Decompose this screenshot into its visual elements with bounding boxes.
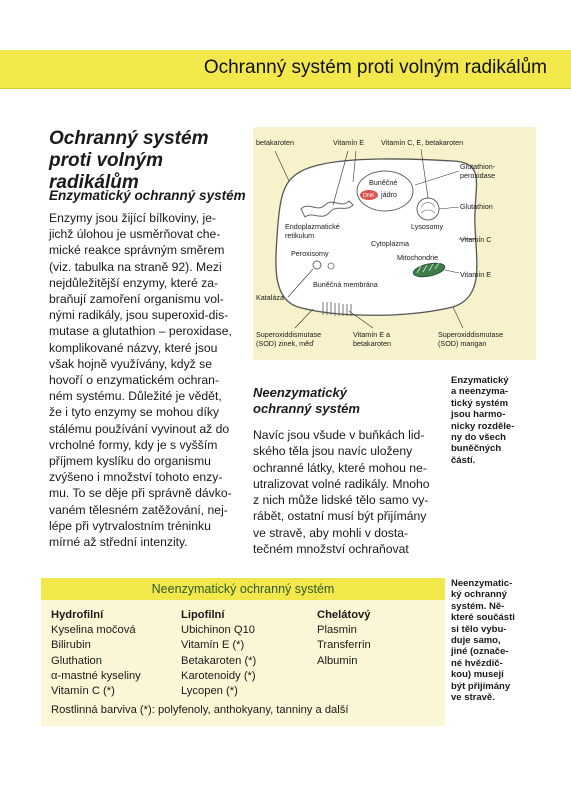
table-column-chelating <box>317 608 371 669</box>
label-katalaza: Kataláza <box>256 293 284 302</box>
label-sod-mn-2: (SOD) mangan <box>438 339 487 348</box>
label-sod-zinc-1: Superoxiddismutase <box>256 330 322 339</box>
cell-diagram-svg <box>253 127 536 360</box>
label-endoplasmic-2: retikulum <box>285 231 315 240</box>
label-vitamin-c: Vitamín C <box>460 235 492 244</box>
table-column-header: Hydrofilní <box>51 609 104 621</box>
label-lysosomy: Lysosomy <box>411 222 444 231</box>
table-column-hydrophilic <box>51 608 141 699</box>
label-sod-mn-1: Superoxiddismutase <box>438 330 504 339</box>
label-vitamin-e-beta-2: betakaroten <box>353 339 391 348</box>
label-betakaroten: betakaroten <box>256 138 294 147</box>
table-cell: Betakaroten (*) <box>181 654 257 667</box>
table-cell: Vitamín C (*) <box>51 685 115 698</box>
peroxisome-shape <box>313 261 321 269</box>
label-sod-zinc-2: (SOD) zinek, měď <box>256 339 314 348</box>
table-cell: Gluthation <box>51 654 102 667</box>
section-heading-nonenzymatic <box>253 385 433 417</box>
label-endoplasmic-1: Endoplazmatické <box>285 222 340 231</box>
label-jadro: jádro <box>381 190 397 199</box>
table-cell: Kyselina močová <box>51 624 136 637</box>
label-peroxisomy: Peroxisomy <box>291 249 329 258</box>
label-mitochondrie: Mitochondrie <box>397 253 439 262</box>
label-dnk: DNK <box>363 193 375 199</box>
table-cell: Transferrin <box>317 639 371 652</box>
cell-diagram <box>253 127 536 360</box>
table-cell: Lycopen (*) <box>181 685 238 698</box>
nonenzymatic-table <box>41 578 445 726</box>
side-note-enzymatic: Enzymatický a neenzyma- tický systém jsou harmo- nicky rozděle- ny do všech buněčných částí. <box>451 375 515 466</box>
table-cell: Ubichinon Q10 <box>181 624 256 637</box>
table-cell: Bilirubin <box>51 639 91 652</box>
article-title: Ochranný systém proti volným radikálům <box>49 128 209 193</box>
table-cell: Albumin <box>317 654 358 667</box>
label-vitamin-c-e-beta: Vitamín C, E, betakaroten <box>381 138 464 147</box>
table-cell: Vitamín E (*) <box>181 639 245 652</box>
section-heading-enzymatic: Enzymatický ochranný systém <box>49 188 246 203</box>
label-bunecna-membrana: Buněčná membrána <box>313 280 378 289</box>
table-column-header: Chelátový <box>317 609 371 621</box>
table-title: Neenzymatický ochranný systém <box>41 578 445 600</box>
label-cytoplazma: Cytoplazma <box>371 239 409 248</box>
table-cell: Karotenoidy (*) <box>181 669 256 682</box>
label-bunecne: Buněčné <box>369 178 398 187</box>
table-column-lipophilic <box>181 608 256 699</box>
ne-title-line2: ochranný systém <box>253 401 360 416</box>
label-vitamin-e-right: Vitamín E <box>460 270 492 279</box>
label-glutathion-peroxidase-2: peroxidase <box>460 171 496 180</box>
nonenzymatic-paragraph: Navíc jsou všude v buňkách lid- ského těla jsou navíc uloženy ochranné látky, které mohou ne- utralizovat volné radikály. Mnoho z nich může lidské tělo samo vy- rábět, ostatní musí být přijímány ve stravě, aby mohli v dosta- tečném množství ochraňovat <box>253 428 430 557</box>
side-note-nonenzymatic: Neenzymatic- ký ochranný systém. Ně- které součásti si tělo vybu- duje samo, jiné (označe- né hvězdič- kou) musejí být přijímány ve stravě. <box>451 578 515 704</box>
table-cell: Plasmin <box>317 624 357 637</box>
label-glutathion: Glutathion <box>460 202 493 211</box>
label-glutathion-peroxidase-1: Glutathion- <box>460 162 496 171</box>
lysosome-shape <box>417 198 439 220</box>
label-vitamin-e-beta-1: Vitamín E a <box>353 330 391 339</box>
table-footnote: Rostlinná barviva (*): polyfenoly, anthokyany, tanniny a další <box>51 704 349 716</box>
page-header-title: Ochranný systém proti volným radikálům <box>203 57 547 78</box>
ne-title-line1: Neenzymatický <box>253 385 347 400</box>
table-cell: α-mastné kyseliny <box>51 669 141 682</box>
label-vitamin-e-top: Vitamín E <box>333 138 365 147</box>
table-column-header: Lipofilní <box>181 609 225 621</box>
enzymatic-paragraph: Enzymy jsou žijící bílkoviny, je- jichž úlohou je usměrňovat che- mické reakce správným směrem (viz. tabulka na straně 92). Mezi nejdůležitější enzymy, které za- braňují zamoření organismu vol- nými radikály, jsou superoxid-dis- mutase a glutathion – peroxidase, komplikované názvy, které jsou však hojně využívány, když se hovoří o enzymatickém ochran- ném systému. Důležité je vědět, že i tyto enzymy se mohou díky stálému používání vyvinout až do vrcholné formy, kdy je s vyšším příjmem kyslíku do organismu zvýšeno i množství tohoto enzy- mu. To se děje při správně dávko- vaném tělesném zatěžování, nej- lépe při vytrvalostním tréninku mírné až střední intenzity. <box>49 211 232 550</box>
header-divider <box>0 88 571 89</box>
